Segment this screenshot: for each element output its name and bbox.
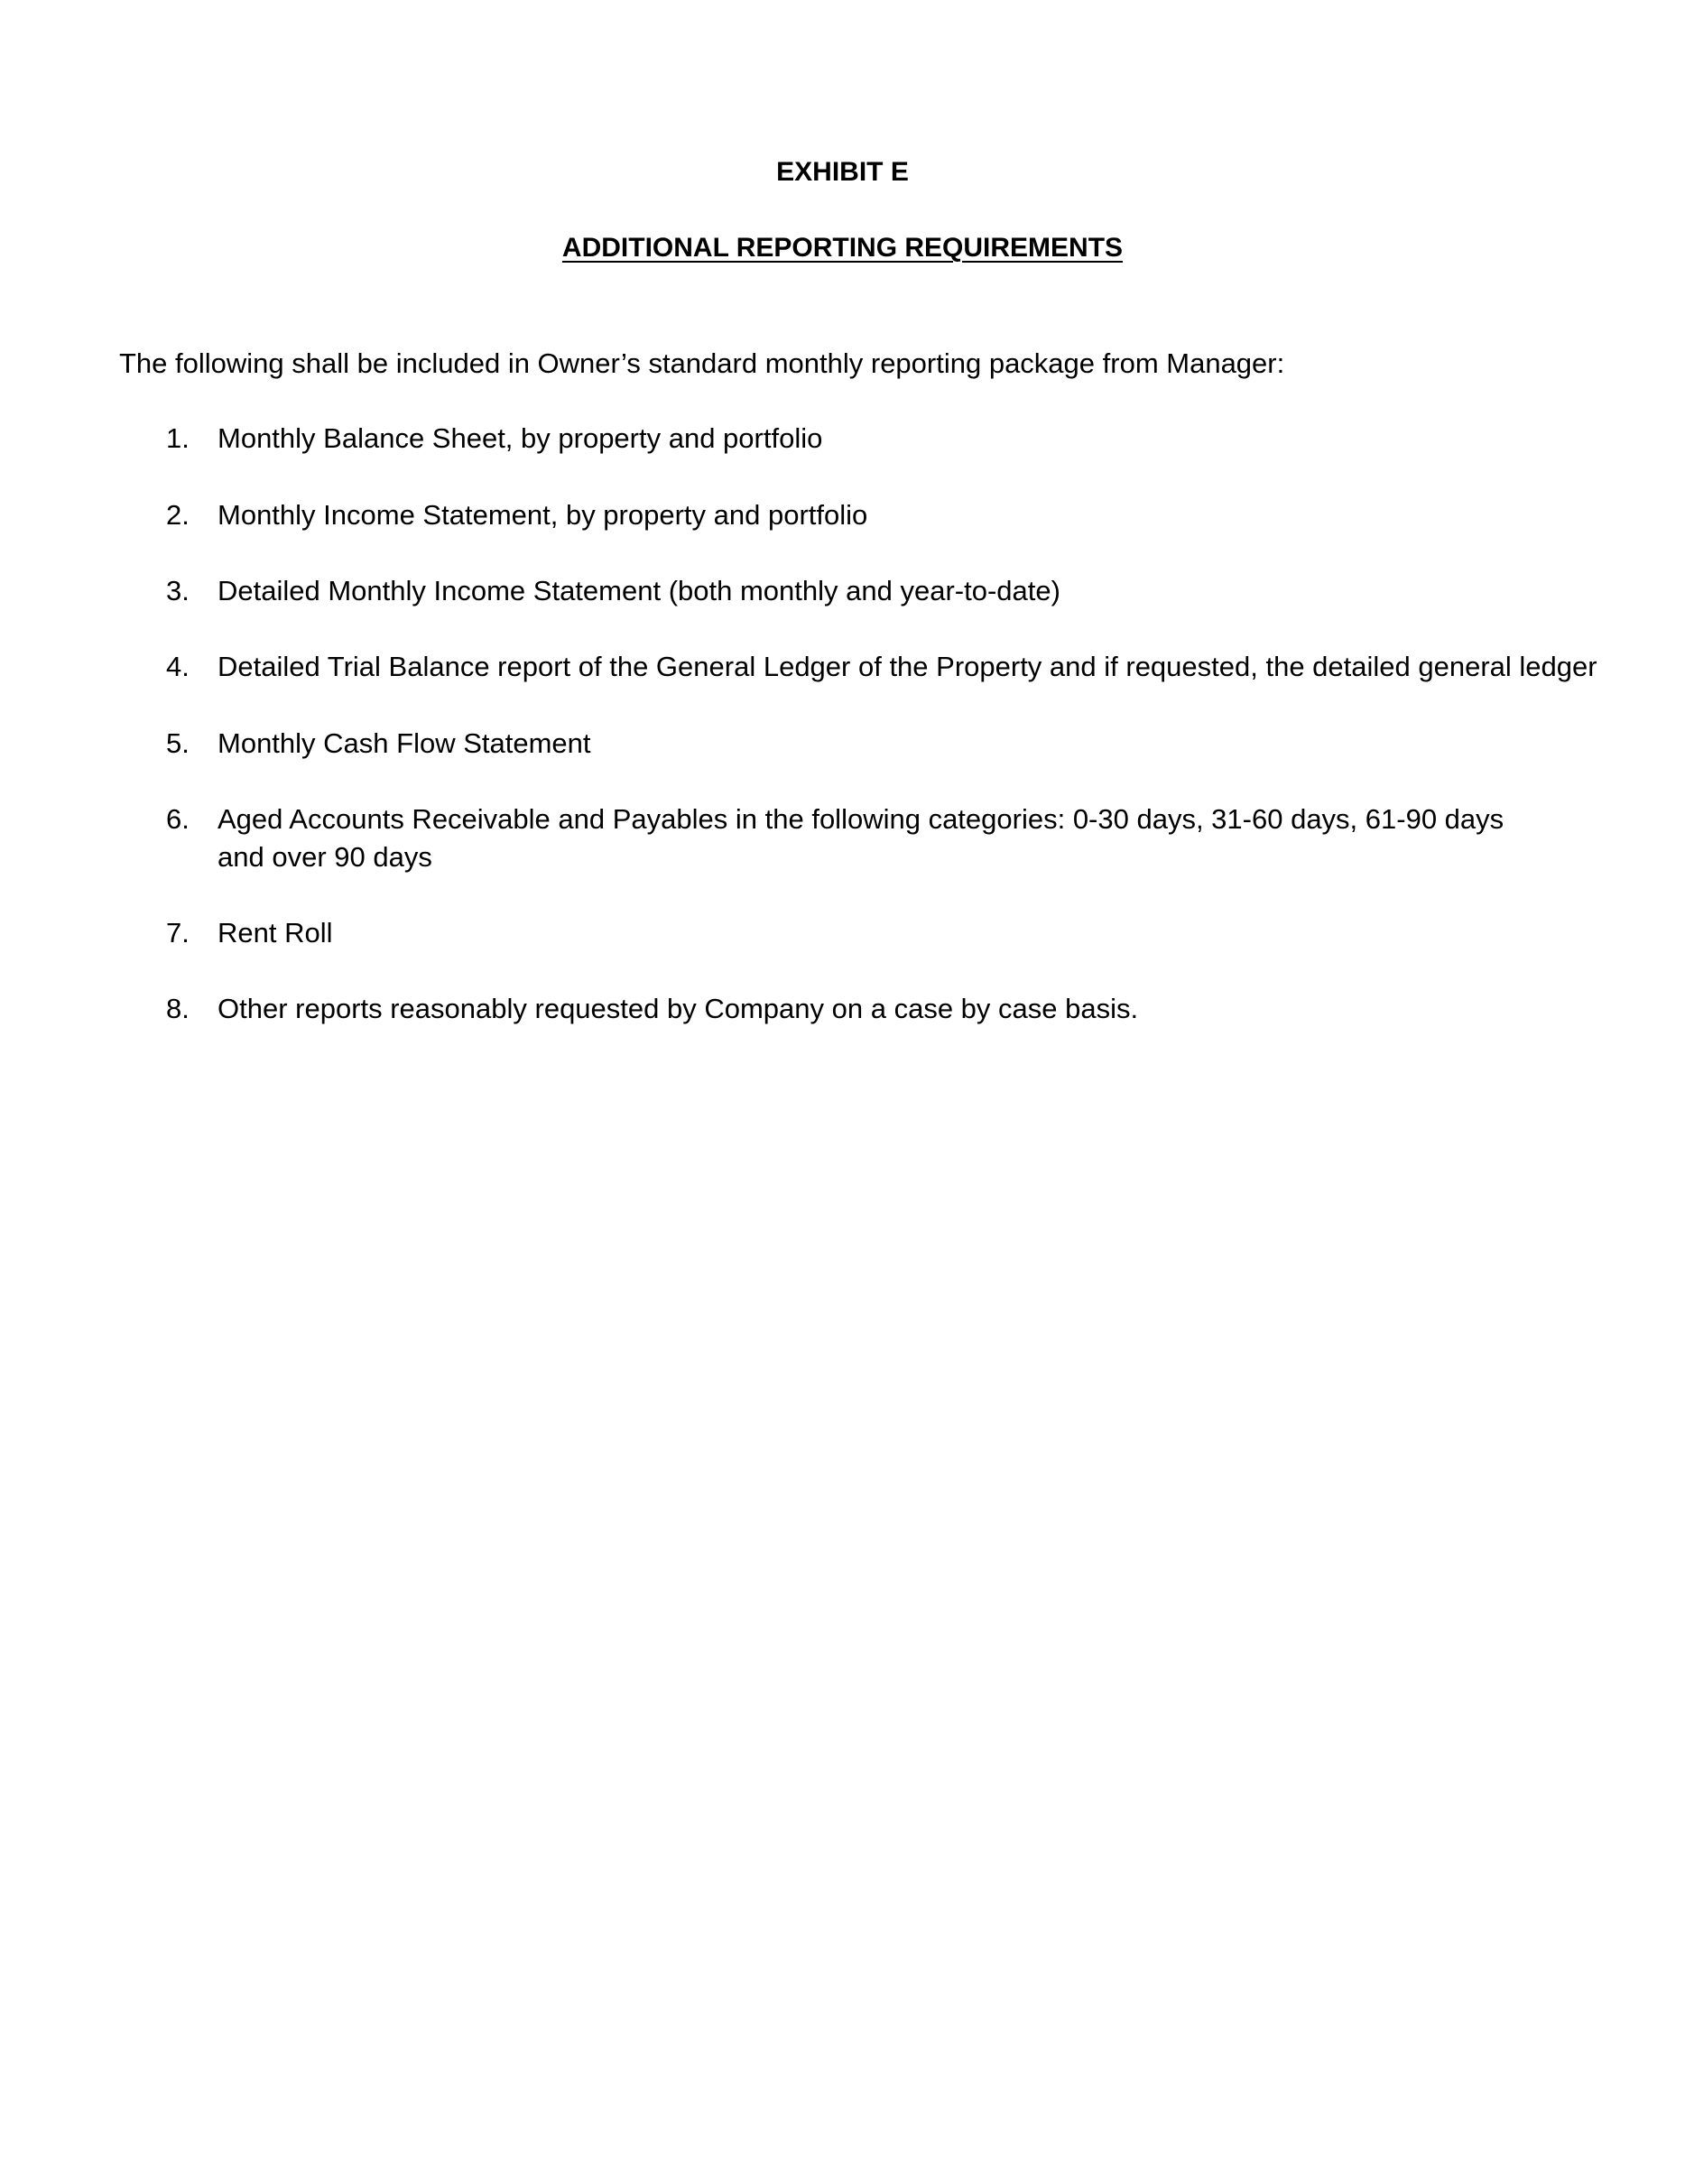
list-item-text: Rent Roll (218, 917, 333, 949)
list-item-text: Other reports reasonably requested by Company on a case by case basis. (218, 993, 1139, 1024)
exhibit-heading: EXHIBIT E (776, 157, 909, 187)
list-item-text: Monthly Income Statement, by property and portfolio (218, 499, 868, 531)
list-item-number: 5. (166, 727, 190, 759)
list-item-number: 6. (166, 803, 190, 835)
list-item-number: 2. (166, 499, 190, 531)
list-item-number: 8. (166, 993, 190, 1024)
intro-paragraph: The following shall be included in Owner’s standard monthly reporting package from Manager: (119, 347, 1285, 379)
list-item-text: Monthly Balance Sheet, by property and portfolio (218, 422, 823, 454)
list-item-text: Detailed Monthly Income Statement (both monthly and year-to-date) (218, 575, 1060, 606)
list-item-text: Aged Accounts Receivable and Payables in the following categories: 0-30 days, 31-60 days, 61-90 days and over 90 days (218, 803, 1504, 873)
list-item-number: 1. (166, 422, 190, 454)
list-item-number: 3. (166, 575, 190, 606)
list-item-text: Monthly Cash Flow Statement (218, 727, 591, 759)
list-item-text: Detailed Trial Balance report of the General Ledger of the Property and if requested, the detailed general ledger (218, 651, 1597, 682)
list-item-number: 4. (166, 651, 190, 682)
section-subheading: ADDITIONAL REPORTING REQUIREMENTS (561, 233, 1124, 263)
list-item-number: 7. (166, 917, 190, 949)
